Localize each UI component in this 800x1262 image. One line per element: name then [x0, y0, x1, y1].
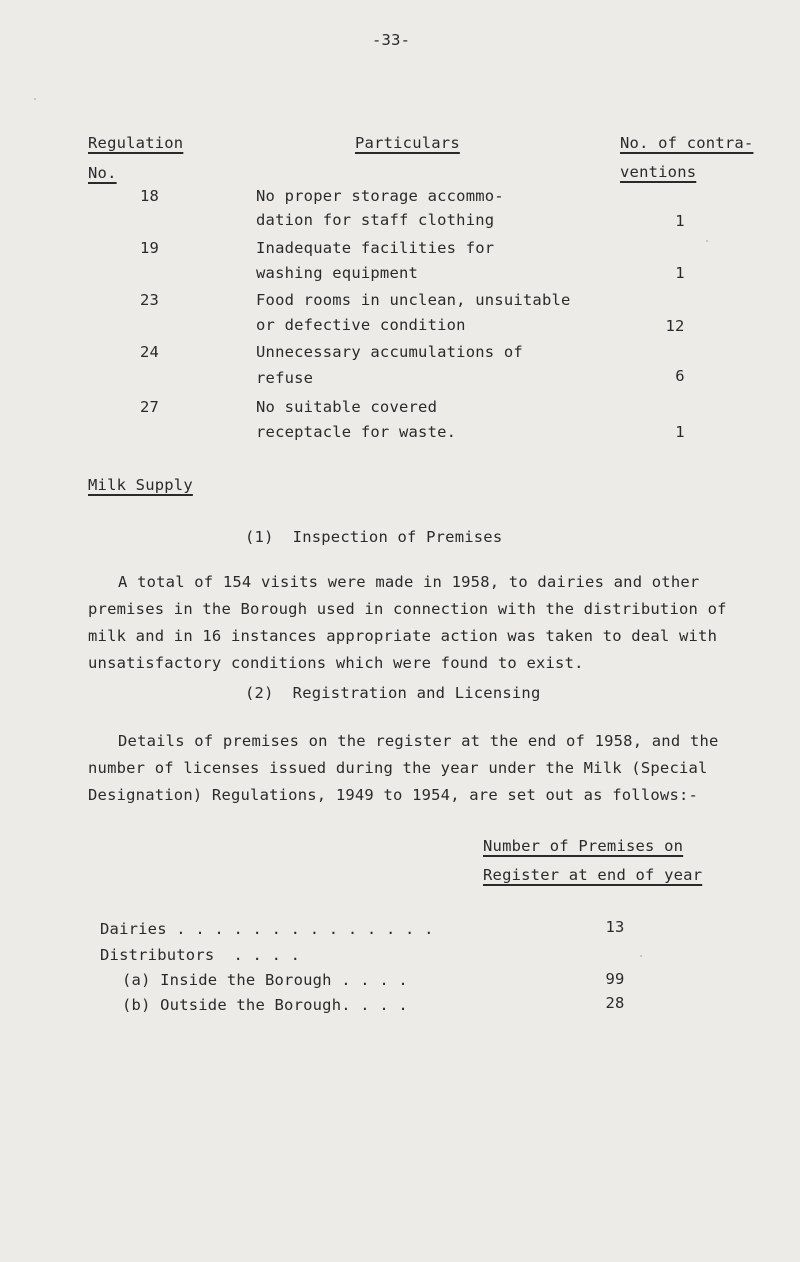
- milk-supply-heading: Milk Supply: [88, 476, 193, 494]
- table-row-count: 1: [675, 212, 685, 230]
- paragraph-line: unsatisfactory conditions which were found to exist.: [88, 654, 584, 672]
- header-regulation-no: No.: [88, 164, 117, 182]
- table-row-particulars-line1: No proper storage accommo-: [256, 187, 504, 205]
- table-row-particulars-line1: Unnecessary accumulations of: [256, 343, 523, 361]
- register-row-value: 13: [605, 918, 625, 936]
- paragraph-line: Details of premises on the register at the end of 1958, and the: [118, 732, 719, 750]
- header-particulars: Particulars: [355, 134, 460, 152]
- paragraph-line: number of licenses issued during the year under the Milk (Special: [88, 759, 708, 777]
- register-row-label: Dairies . . . . . . . . . . . . . .: [100, 920, 434, 938]
- table-row-count: 6: [675, 367, 685, 385]
- registration-paragraph: [88, 728, 719, 809]
- header-contraventions: No. of contra-: [620, 134, 754, 152]
- register-row-label: (a) Inside the Borough . . . .: [122, 971, 408, 989]
- table-row-reg: 24: [140, 343, 160, 361]
- paragraph-line: premises in the Borough used in connection with the distribution of: [88, 600, 727, 618]
- paper-speck: [640, 955, 642, 957]
- register-row-value: 99: [605, 970, 625, 988]
- table-row-particulars-line2: refuse: [256, 369, 314, 387]
- registration-heading: (2) Registration and Licensing: [245, 684, 541, 702]
- table-row-reg: 19: [140, 239, 160, 257]
- table-row-particulars-line1: Inadequate facilities for: [256, 239, 495, 257]
- table-row-particulars-line1: Food rooms in unclean, unsuitable: [256, 291, 571, 309]
- table-row-particulars-line2: receptacle for waste.: [256, 423, 457, 441]
- register-header-line2: Register at end of year: [483, 866, 703, 884]
- paragraph-line: A total of 154 visits were made in 1958, to dairies and other: [118, 573, 700, 591]
- table-row-reg: 18: [140, 187, 160, 205]
- paper-speck: [706, 240, 708, 242]
- paper-speck: [34, 98, 36, 100]
- paragraph-line: milk and in 16 instances appropriate action was taken to deal with: [88, 627, 718, 645]
- header-contraventions-cont: ventions: [620, 163, 697, 181]
- table-row-particulars-line2: washing equipment: [256, 264, 419, 282]
- page-number: -33-: [372, 31, 411, 49]
- table-row-particulars-line1: No suitable covered: [256, 398, 438, 416]
- table-row-count: 1: [675, 423, 685, 441]
- register-row-label: Distributors . . . .: [100, 946, 301, 964]
- register-row-label: (b) Outside the Borough. . . .: [122, 996, 408, 1014]
- header-regulation: Regulation: [88, 134, 184, 152]
- inspection-paragraph: [88, 569, 727, 677]
- table-row-count: 1: [675, 264, 685, 282]
- inspection-heading: (1) Inspection of Premises: [245, 528, 503, 546]
- register-header-line1: Number of Premises on: [483, 837, 684, 855]
- table-row-reg: 23: [140, 291, 160, 309]
- table-row-reg: 27: [140, 398, 160, 416]
- paragraph-line: Designation) Regulations, 1949 to 1954, are set out as follows:-: [88, 786, 699, 804]
- register-row-value: 28: [605, 994, 625, 1012]
- table-row-particulars-line2: dation for staff clothing: [256, 211, 495, 229]
- table-row-count: 12: [665, 317, 685, 335]
- table-row-particulars-line2: or defective condition: [256, 316, 466, 334]
